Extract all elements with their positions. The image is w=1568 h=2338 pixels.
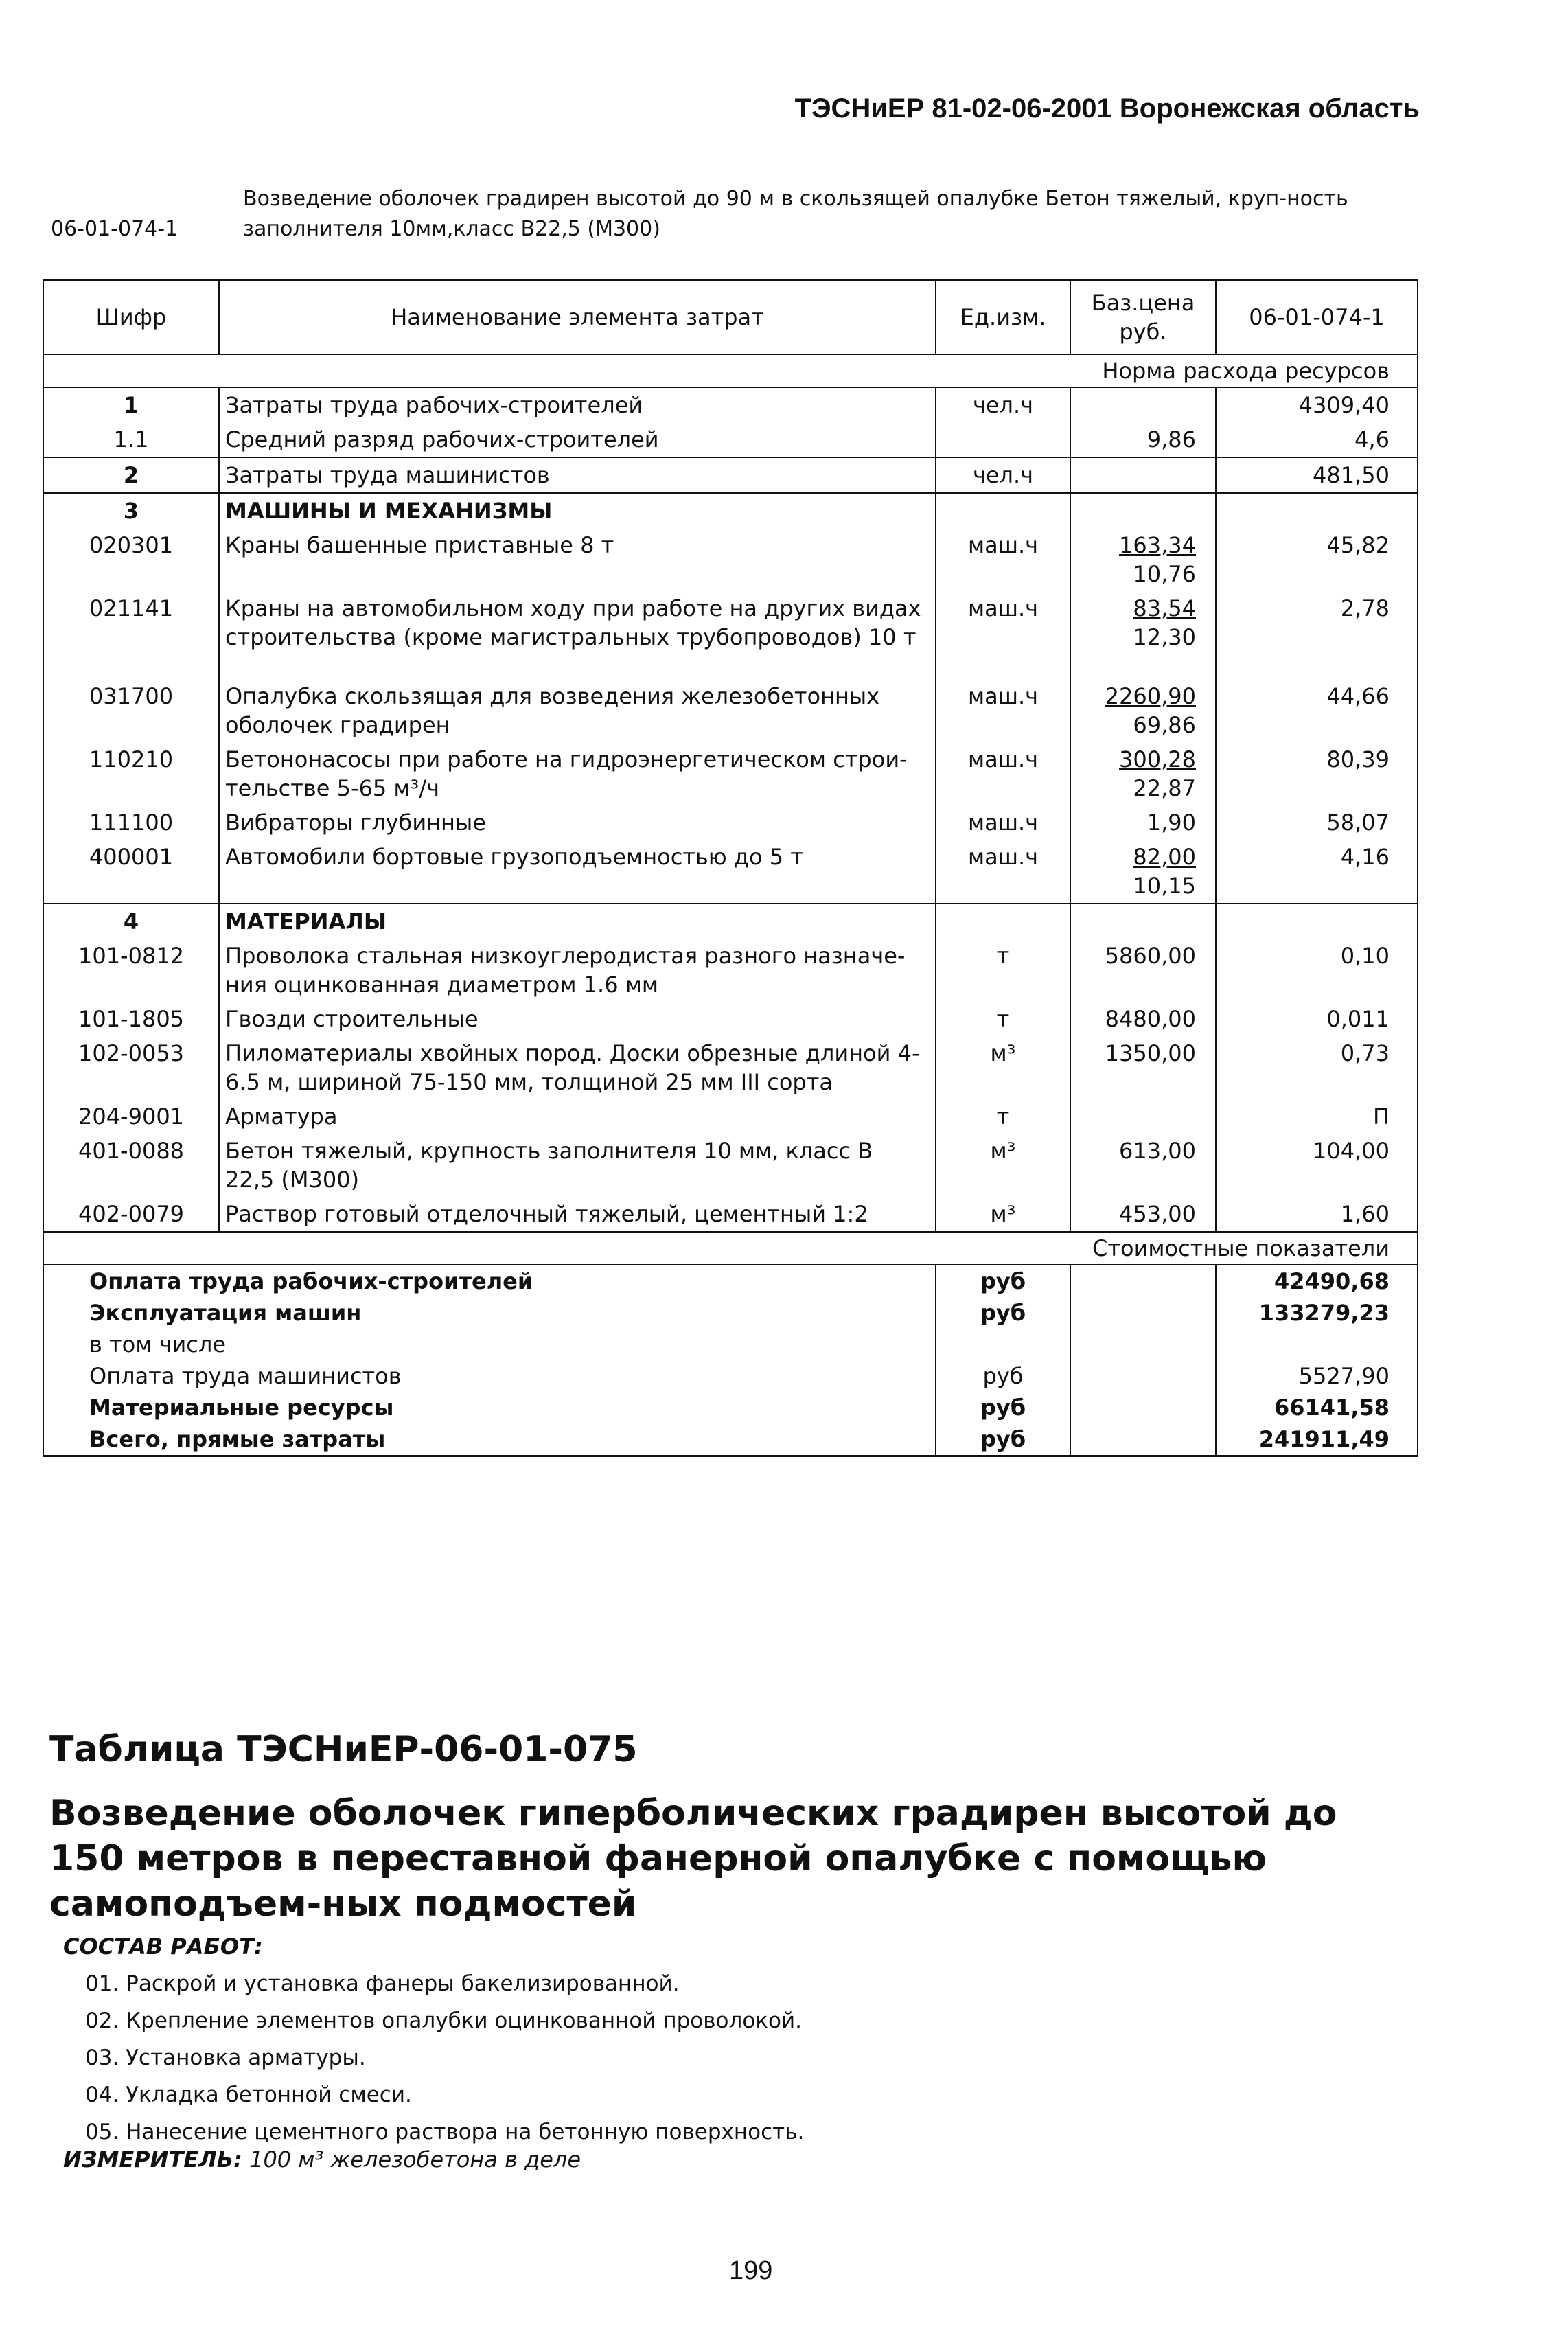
machine-price <box>1078 531 1196 560</box>
row-code: 101-1805 <box>43 1002 219 1036</box>
band-label: Норма расхода ресурсов <box>1070 354 1418 387</box>
norm-band-row <box>43 354 1418 387</box>
row-code: 021141 <box>43 591 219 679</box>
page-number: 199 <box>729 2256 773 2285</box>
band-spacer <box>43 1232 1070 1265</box>
summary-row <box>43 1265 1418 1297</box>
row-name: Затраты труда машинистов <box>219 457 936 493</box>
next-table-heading: Возведение оболочек гиперболических градирен высотой до 150 метров в переставной фанерной опалубке с помощью самоподъем-ных подмостей <box>49 1793 1337 1925</box>
intro-description: Возведение оболочек градирен высотой до 90 м в скользящей опалубке Бетон тяжелый, круп-ность заполнителя 10мм,класс В22,5 (М300) <box>243 187 1348 241</box>
row-price <box>1070 387 1216 422</box>
row-price: 1350,00 <box>1070 1036 1216 1099</box>
summary-value: 66141,58 <box>1216 1392 1418 1423</box>
works-title: СОСТАВ РАБОТ: <box>63 1934 263 1960</box>
empty-cell <box>1070 1329 1216 1360</box>
row-code: 402-0079 <box>43 1197 219 1232</box>
row-name: Гвозди строительные <box>219 1002 936 1036</box>
row-unit: т <box>936 939 1070 1002</box>
summary-value: 5527,90 <box>1216 1360 1418 1392</box>
summary-row <box>43 1423 1418 1456</box>
work-item: 02. Крепление элементов опалубки оцинкованной проволокой. <box>85 2008 802 2033</box>
operator-wage: 10,76 <box>1133 561 1196 587</box>
empty-cell <box>1070 1423 1216 1456</box>
section-number: 4 <box>43 904 219 939</box>
row-code: 2 <box>43 457 219 493</box>
meter-label: ИЗМЕРИТЕЛЬ: <box>63 2146 242 2173</box>
section-title: МАШИНЫ И МЕХАНИЗМЫ <box>219 493 936 528</box>
work-item: 05. Нанесение цементного раствора на бетонную поверхность. <box>85 2120 805 2144</box>
material-row <box>43 1134 1418 1197</box>
table-row <box>43 422 1418 457</box>
row-name: Краны башенные приставные 8 т <box>219 528 936 591</box>
row-value: 4,6 <box>1216 422 1418 457</box>
summary-value: 133279,23 <box>1216 1297 1418 1329</box>
summary-value: 42490,68 <box>1216 1265 1418 1297</box>
empty-cell <box>1070 1297 1216 1329</box>
row-unit: маш.ч <box>936 591 1070 679</box>
row-code: 110210 <box>43 742 219 805</box>
row-price <box>1070 528 1216 591</box>
band-label: Стоимостные показатели <box>1070 1232 1418 1265</box>
row-unit: чел.ч <box>936 387 1070 422</box>
row-name: Арматура <box>219 1099 936 1134</box>
row-price <box>1070 457 1216 493</box>
empty-cell <box>1216 493 1418 528</box>
row-price <box>1070 591 1216 679</box>
summary-unit: руб <box>936 1265 1070 1297</box>
summary-unit: руб <box>936 1423 1070 1456</box>
column-header: 06-01-074-1 <box>1216 280 1418 355</box>
row-price: 8480,00 <box>1070 1002 1216 1036</box>
empty-cell <box>1070 493 1216 528</box>
empty-cell <box>1070 904 1216 939</box>
table-header-row <box>43 280 1418 355</box>
empty-cell <box>936 904 1070 939</box>
operator-wage: 22,87 <box>1133 775 1196 801</box>
row-value: 80,39 <box>1216 742 1418 805</box>
work-item: 03. Установка арматуры. <box>85 2045 366 2070</box>
empty-cell <box>1216 904 1418 939</box>
row-code: 031700 <box>43 679 219 742</box>
next-table-title: Таблица ТЭСНиЕР-06-01-075 <box>49 1729 638 1770</box>
row-code: 204-9001 <box>43 1099 219 1134</box>
row-code: 020301 <box>43 528 219 591</box>
row-unit: м³ <box>936 1197 1070 1232</box>
meter-line <box>63 2146 581 2173</box>
machine-row <box>43 805 1418 840</box>
machine-price-value: 2260,90 <box>1105 683 1196 709</box>
operator-wage: 12,30 <box>1133 624 1196 650</box>
column-header: Баз.цена руб. <box>1070 280 1216 355</box>
row-price <box>1070 679 1216 742</box>
intro-code: 06-01-074-1 <box>51 217 178 241</box>
table-row <box>43 387 1418 422</box>
summary-label: Оплата труда машинистов <box>43 1360 936 1392</box>
row-price: 453,00 <box>1070 1197 1216 1232</box>
summary-value: 241911,49 <box>1216 1423 1418 1456</box>
row-name: Вибраторы глубинные <box>219 805 936 840</box>
row-code: 111100 <box>43 805 219 840</box>
machine-row <box>43 528 1418 591</box>
machine-price: 1,90 <box>1146 810 1196 836</box>
column-header: Шифр <box>43 280 219 355</box>
row-code: 1.1 <box>43 422 219 457</box>
empty-cell <box>936 493 1070 528</box>
row-name: Раствор готовый отделочный тяжелый, цементный 1:2 <box>219 1197 936 1232</box>
summary-unit: руб <box>936 1392 1070 1423</box>
operator-wage: 69,86 <box>1133 712 1196 738</box>
summary-unit: руб <box>936 1360 1070 1392</box>
machine-price-value: 83,54 <box>1133 595 1196 621</box>
summary-label: Всего, прямые затраты <box>43 1423 936 1456</box>
machine-price <box>1078 745 1196 774</box>
material-row <box>43 1036 1418 1099</box>
row-name: Средний разряд рабочих-строителей <box>219 422 936 457</box>
work-item: 01. Раскрой и установка фанеры бакелизированной. <box>85 1971 680 1996</box>
row-unit: маш.ч <box>936 528 1070 591</box>
row-name: Опалубка скользящая для возведения железобетонных оболочек градирен <box>219 679 936 742</box>
works-list <box>85 1965 804 2151</box>
row-code: 400001 <box>43 840 219 904</box>
machine-price-value: 82,00 <box>1133 844 1196 870</box>
summary-label: в том числе <box>43 1329 936 1360</box>
material-row <box>43 1197 1418 1232</box>
row-value: 45,82 <box>1216 528 1418 591</box>
row-value: 0,10 <box>1216 939 1418 1002</box>
summary-label: Оплата труда рабочих-строителей <box>43 1265 936 1297</box>
empty-cell <box>1070 1392 1216 1423</box>
row-unit: маш.ч <box>936 742 1070 805</box>
row-code: 101-0812 <box>43 939 219 1002</box>
row-price: 5860,00 <box>1070 939 1216 1002</box>
row-price: 613,00 <box>1070 1134 1216 1197</box>
row-value: 44,66 <box>1216 679 1418 742</box>
machine-row <box>43 679 1418 742</box>
row-unit: т <box>936 1099 1070 1134</box>
row-price <box>1070 805 1216 840</box>
summary-label: Эксплуатация машин <box>43 1297 936 1329</box>
machine-price <box>1078 594 1196 623</box>
section-header-row <box>43 904 1418 939</box>
row-code: 1 <box>43 387 219 422</box>
row-name: Краны на автомобильном ходу при работе на других видах строительства (кроме магистральных трубопроводов) 10 т <box>219 591 936 679</box>
row-value: 0,73 <box>1216 1036 1418 1099</box>
machine-row <box>43 742 1418 805</box>
summary-label: Материальные ресурсы <box>43 1392 936 1423</box>
machine-price <box>1078 843 1196 871</box>
machine-price <box>1078 682 1196 711</box>
summary-unit <box>936 1329 1070 1360</box>
row-value: 4309,40 <box>1216 387 1418 422</box>
row-code: 102-0053 <box>43 1036 219 1099</box>
meter-value: 100 м³ железобетона в деле <box>249 2146 581 2173</box>
norms-table <box>43 279 1418 1457</box>
row-unit: т <box>936 1002 1070 1036</box>
row-value: 2,78 <box>1216 591 1418 679</box>
row-value: 481,50 <box>1216 457 1418 493</box>
row-unit: маш.ч <box>936 805 1070 840</box>
row-name: Автомобили бортовые грузоподъемностью до 5 т <box>219 840 936 904</box>
section-number: 3 <box>43 493 219 528</box>
row-unit: маш.ч <box>936 679 1070 742</box>
band-spacer <box>43 354 1070 387</box>
row-name: Проволока стальная низкоуглеродистая разного назначе-ния оцинкованная диаметром 1.6 мм <box>219 939 936 1002</box>
operator-wage: 10,15 <box>1133 873 1196 899</box>
empty-cell <box>1070 1360 1216 1392</box>
machine-row <box>43 840 1418 904</box>
row-value: 58,07 <box>1216 805 1418 840</box>
row-value: 104,00 <box>1216 1134 1418 1197</box>
row-name: Пиломатериалы хвойных пород. Доски обрезные длиной 4-6.5 м, шириной 75-150 мм, толщиной 25 мм III сорта <box>219 1036 936 1099</box>
summary-row <box>43 1297 1418 1329</box>
section-header-row <box>43 493 1418 528</box>
row-price <box>1070 1099 1216 1134</box>
row-price: 9,86 <box>1070 422 1216 457</box>
section-title: МАТЕРИАЛЫ <box>219 904 936 939</box>
row-unit <box>936 422 1070 457</box>
row-price <box>1070 742 1216 805</box>
summary-row <box>43 1392 1418 1423</box>
machine-price-value: 300,28 <box>1119 746 1196 772</box>
column-header: Наименование элемента затрат <box>219 280 936 355</box>
machine-price-value: 163,34 <box>1119 532 1196 558</box>
material-row <box>43 939 1418 1002</box>
summary-row <box>43 1360 1418 1392</box>
row-name: Бетон тяжелый, крупность заполнителя 10 мм, класс В 22,5 (М300) <box>219 1134 936 1197</box>
row-price <box>1070 840 1216 904</box>
material-row <box>43 1099 1418 1134</box>
row-value: П <box>1216 1099 1418 1134</box>
row-value: 0,011 <box>1216 1002 1418 1036</box>
row-value: 4,16 <box>1216 840 1418 904</box>
summary-unit: руб <box>936 1297 1070 1329</box>
row-unit: м³ <box>936 1036 1070 1099</box>
cost-band-row <box>43 1232 1418 1265</box>
machine-row <box>43 591 1418 679</box>
column-header: Ед.изм. <box>936 280 1070 355</box>
empty-cell <box>1070 1265 1216 1297</box>
row-value: 1,60 <box>1216 1197 1418 1232</box>
row-unit: м³ <box>936 1134 1070 1197</box>
row-unit: маш.ч <box>936 840 1070 904</box>
material-row <box>43 1002 1418 1036</box>
row-code: 401-0088 <box>43 1134 219 1197</box>
row-name: Затраты труда рабочих-строителей <box>219 387 936 422</box>
table-row <box>43 457 1418 493</box>
summary-row <box>43 1329 1418 1360</box>
row-unit: чел.ч <box>936 457 1070 493</box>
summary-value <box>1216 1329 1418 1360</box>
row-name: Бетононасосы при работе на гидроэнергетическом строи-тельстве 5-65 м³/ч <box>219 742 936 805</box>
work-item: 04. Укладка бетонной смеси. <box>85 2083 412 2107</box>
page-header-title: ТЭСНиЕР 81-02-06-2001 Воронежская область <box>794 93 1420 124</box>
